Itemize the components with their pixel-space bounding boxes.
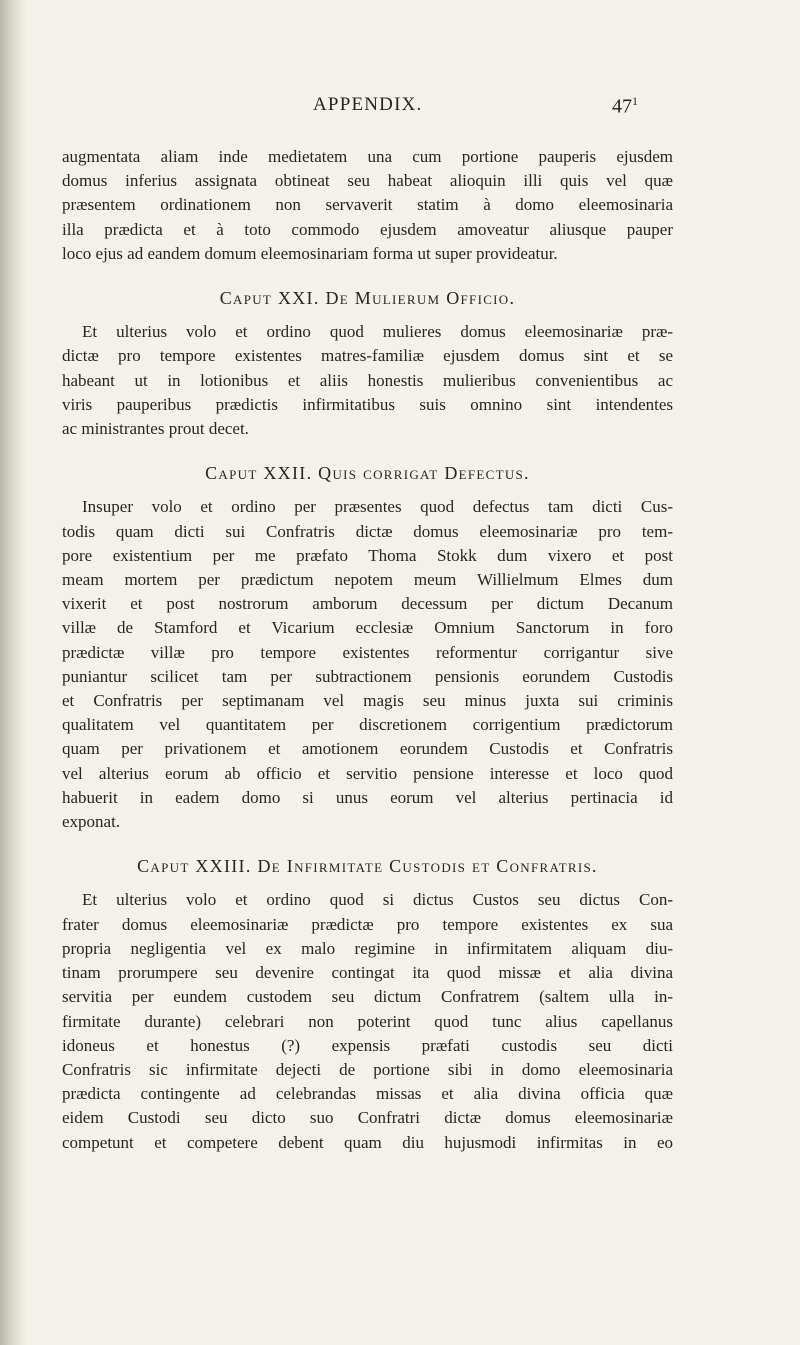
text-line: quam per privationem et amotionem eorundem Custodis et Confratris — [62, 739, 673, 759]
text-line: Insuper volo et ordino per præsentes quod defectus tam dicti Cus- — [82, 497, 673, 517]
text-line: tinam prorumpere seu devenire contingat ita quod missæ et alia divina — [62, 963, 673, 983]
caput-22-paragraph — [62, 495, 673, 834]
page-gutter-shadow — [0, 0, 26, 1345]
text-line: augmentata aliam inde medietatem una cum portione pauperis ejusdem — [62, 147, 673, 166]
text-line: viris pauperibus prædictis infirmitatibus suis omnino sint intendentes — [62, 394, 673, 414]
page-number-superscript: 1 — [632, 94, 638, 108]
text-line: exponat. — [62, 812, 121, 832]
intro-paragraph — [62, 145, 673, 266]
caput-23-paragraph — [62, 888, 673, 1154]
text-line: præsentem ordinationem non servaverit statim à domo eleemosinaria — [62, 195, 673, 215]
page-header — [0, 94, 800, 124]
text-line: loco ejus ad eandem domum eleemosinariam forma ut super provideatur. — [62, 243, 558, 263]
text-line: meam mortem per prædictum nepotem meum Willielmum Elmes dum — [62, 570, 673, 590]
text-line: et Confratris per septimanam vel magis seu minus juxta sui criminis — [62, 691, 673, 711]
text-line: firmitate durante) celebrari non poterint quod tunc alius capellanus — [62, 1011, 673, 1031]
text-line: dictæ pro tempore existentes matres-familiæ ejusdem domus sint et se — [62, 346, 673, 366]
text-line: todis quam dicti sui Confratris dictæ domus eleemosinariæ pro tem- — [62, 521, 673, 541]
text-line: prædictæ villæ pro tempore existentes reformentur corrigantur sive — [62, 642, 673, 662]
text-line: illa prædicta et à toto commodo ejusdem amoveatur aliusque pauper — [62, 219, 673, 239]
text-line: vixerit et post nostrorum amborum decessum per dictum Decanum — [62, 594, 673, 614]
text-line: domus inferius assignata obtineat seu habeat alioquin illi quis vel quæ — [62, 171, 673, 191]
text-line: habeant ut in lotionibus et aliis honestis mulieribus convenientibus ac — [62, 370, 673, 390]
caput-23-heading: Caput XXIII. De Infirmitate Custodis et Confratris. — [137, 856, 598, 877]
text-line: idoneus et honestus (?) expensis præfati custodis seu dicti — [62, 1035, 673, 1055]
text-line: Confratris sic infirmitate dejecti de portione sibi in domo eleemosinaria — [62, 1059, 673, 1079]
page-body — [62, 145, 673, 1155]
text-line: ac ministrantes prout decet. — [62, 419, 249, 439]
text-line: competunt et competere debent quam diu hujusmodi infirmitas in eo — [62, 1132, 673, 1152]
text-line: propria negligentia vel ex malo regimine in infirmitatem aliquam diu- — [62, 938, 673, 958]
text-line: frater domus eleemosinariæ prædictæ pro tempore existentes ex sua — [62, 914, 673, 934]
caput-22-heading: Caput XXII. Quis corrigat Defectus. — [205, 463, 530, 484]
text-line: villæ de Stamford et Vicarium ecclesiæ Omnium Sanctorum in foro — [62, 618, 673, 638]
caput-21-paragraph — [62, 320, 673, 441]
text-line: eidem Custodi seu dicto suo Confratri dictæ domus eleemosinariæ — [62, 1108, 673, 1128]
running-head: APPENDIX. — [313, 94, 423, 115]
text-line: puniantur scilicet tam per subtractionem pensionis eorundem Custodis — [62, 666, 673, 686]
text-line: Et ulterius volo et ordino quod si dictus Custos seu dictus Con- — [82, 890, 673, 910]
page-number — [612, 94, 638, 119]
text-line: pore existentium per me præfato Thoma Stokk dum vixero et post — [62, 545, 673, 565]
text-line: vel alterius eorum ab officio et servitio pensione interesse et loco quod — [62, 763, 673, 783]
caput-21-heading: Caput XXI. De Mulierum Officio. — [219, 288, 516, 309]
page-number-main: 47 — [612, 95, 632, 118]
text-line: prædicta contingente ad celebrandas missas et alia divina officia quæ — [62, 1084, 673, 1104]
text-line: servitia per eundem custodem seu dictum Confratrem (saltem ulla in- — [62, 987, 673, 1007]
text-line: habuerit in eadem domo si unus eorum vel alterius pertinacia id — [62, 787, 673, 807]
text-line: qualitatem vel quantitatem per discretionem corrigentium prædictorum — [62, 715, 673, 735]
text-line: Et ulterius volo et ordino quod mulieres domus eleemosinariæ præ- — [82, 322, 673, 342]
